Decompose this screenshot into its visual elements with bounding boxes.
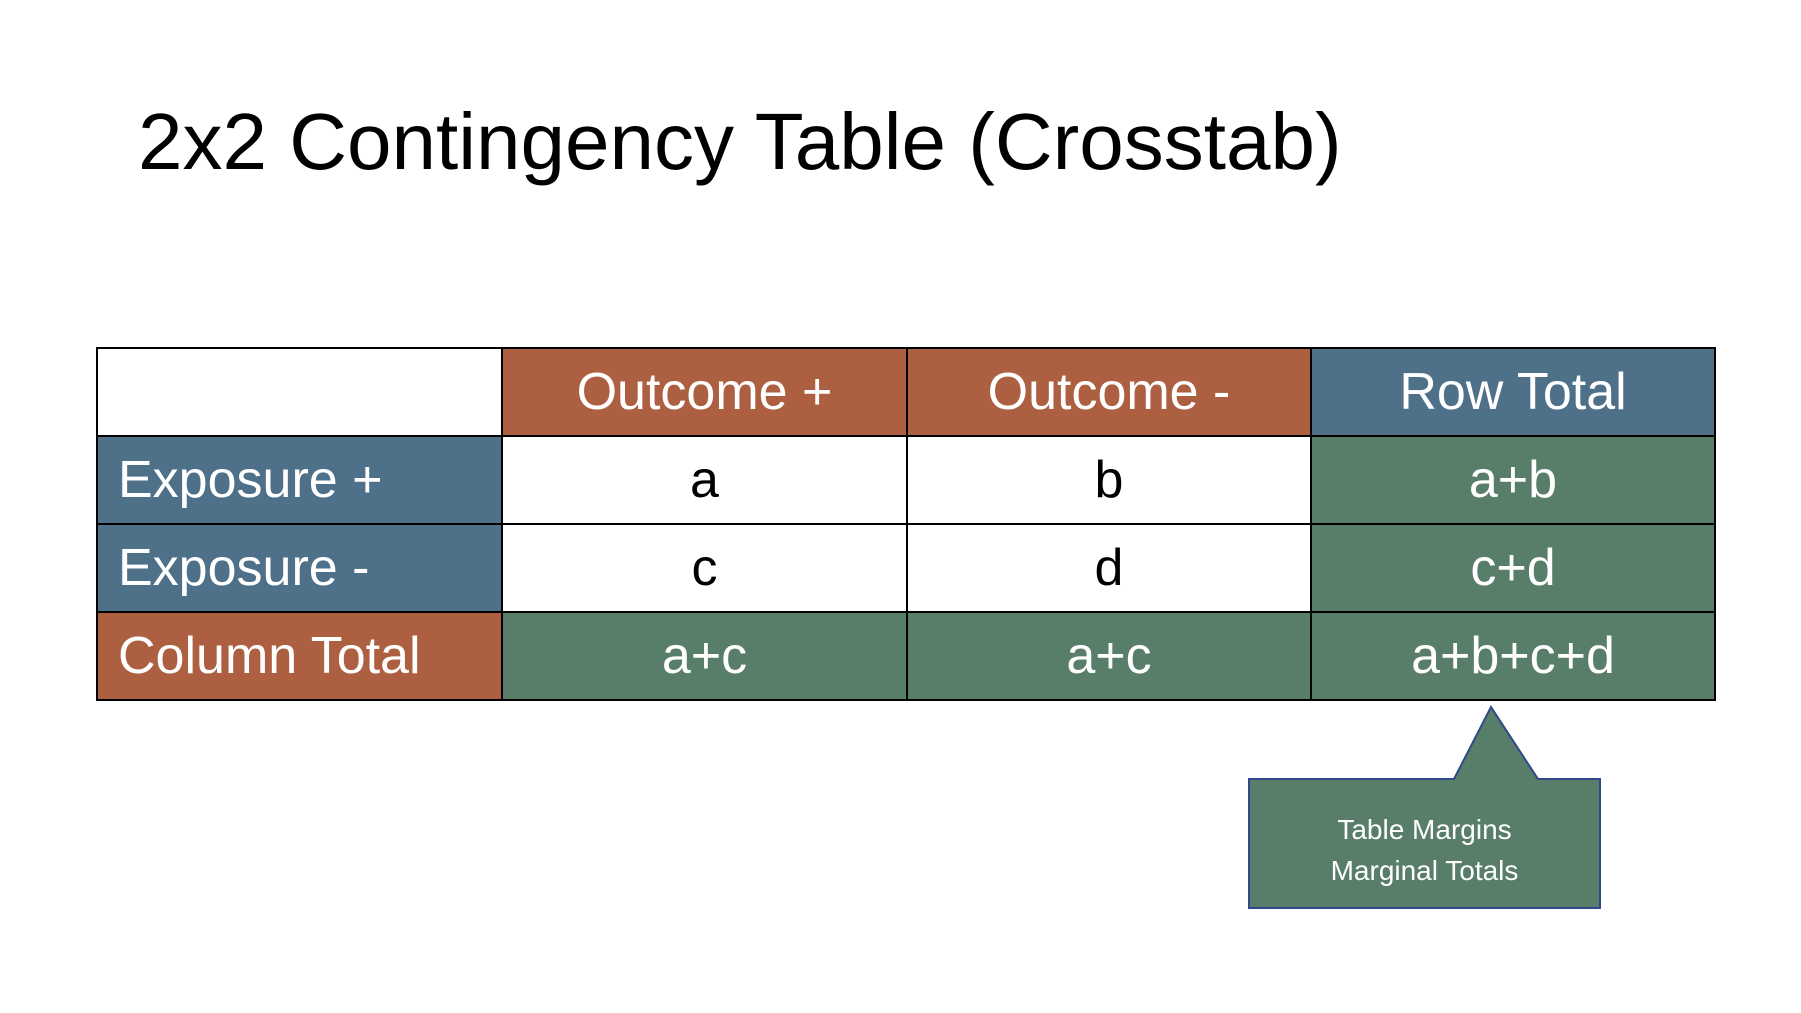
table-margins-callout — [1247, 705, 1602, 910]
corner-cell — [97, 348, 502, 436]
cell-b: b — [907, 436, 1311, 524]
row-label-exposure-positive: Exposure + — [97, 436, 502, 524]
cell-grand-total: a+b+c+d — [1311, 612, 1715, 700]
table-row-exposure-negative — [97, 524, 1715, 612]
cell-row-total-1: a+b — [1311, 436, 1715, 524]
cell-row-total-2: c+d — [1311, 524, 1715, 612]
header-row-total: Row Total — [1311, 348, 1715, 436]
table-row-column-total — [97, 612, 1715, 700]
table-header-row — [97, 348, 1715, 436]
callout-line-1: Table Margins — [1337, 814, 1512, 845]
contingency-table — [96, 347, 1716, 701]
header-outcome-negative: Outcome - — [907, 348, 1311, 436]
cell-column-total-1: a+c — [502, 612, 907, 700]
cell-c: c — [502, 524, 907, 612]
row-label-exposure-negative: Exposure - — [97, 524, 502, 612]
cell-column-total-2: a+c — [907, 612, 1311, 700]
slide-title: 2x2 Contingency Table (Crosstab) — [138, 97, 1342, 186]
cell-a: a — [502, 436, 907, 524]
header-outcome-positive: Outcome + — [502, 348, 907, 436]
callout-text — [1247, 809, 1602, 891]
callout-line-2: Marginal Totals — [1330, 855, 1519, 886]
table-row-exposure-positive — [97, 436, 1715, 524]
row-label-column-total: Column Total — [97, 612, 502, 700]
cell-d: d — [907, 524, 1311, 612]
